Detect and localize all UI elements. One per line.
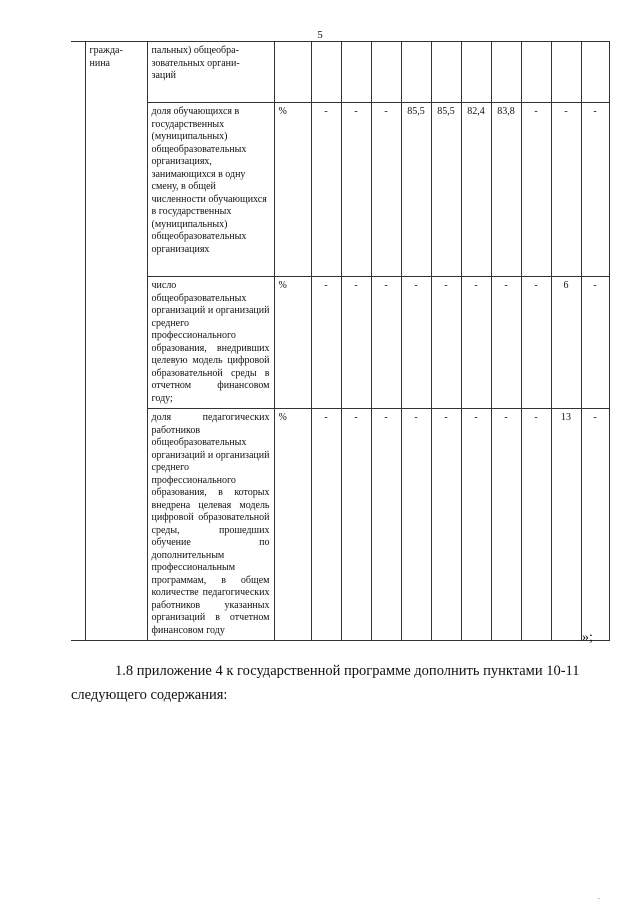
empty-cell bbox=[71, 42, 85, 641]
value-cell: - bbox=[311, 103, 341, 277]
value-cell bbox=[491, 42, 521, 103]
amendment-paragraph: 1.8 приложение 4 к государственной программе дополнить пунктами 10-11 bbox=[115, 663, 580, 679]
value-cell bbox=[341, 42, 371, 103]
value-cell: - bbox=[401, 409, 431, 641]
value-cell bbox=[401, 42, 431, 103]
value-cell bbox=[311, 42, 341, 103]
indicator-description: пальных) общеобра- зовательных органи- заций bbox=[147, 42, 274, 103]
value-cell: - bbox=[521, 277, 551, 409]
value-cell: 82,4 bbox=[461, 103, 491, 277]
value-cell: 6 bbox=[551, 277, 581, 409]
value-cell: - bbox=[371, 103, 401, 277]
table-row bbox=[71, 42, 609, 103]
value-cell: 13 bbox=[551, 409, 581, 641]
table-row bbox=[71, 103, 609, 277]
value-cell: - bbox=[371, 409, 401, 641]
value-cell: - bbox=[581, 277, 609, 409]
page-number: 5 bbox=[317, 29, 323, 41]
unit-cell: % bbox=[274, 277, 311, 409]
amendment-paragraph-continued: следующего содержания: bbox=[71, 687, 228, 703]
unit-cell bbox=[274, 42, 311, 103]
value-cell bbox=[461, 42, 491, 103]
indicator-description: доля педагогических работников общеобразовательных организаций и организаций среднего профессионального образования, в которых внедрена целевая модель цифровой образовательной среды, прошедших обучение по дополнительным профессиональным программам, в общем количестве педагогических работников указанных организаций в отчетном финансовом году bbox=[147, 409, 274, 641]
value-cell: - bbox=[491, 277, 521, 409]
value-cell: - bbox=[311, 277, 341, 409]
value-cell: - bbox=[461, 277, 491, 409]
value-cell: - bbox=[581, 409, 609, 641]
value-cell bbox=[581, 42, 609, 103]
value-cell: - bbox=[371, 277, 401, 409]
value-cell: 85,5 bbox=[431, 103, 461, 277]
value-cell bbox=[431, 42, 461, 103]
table-row bbox=[71, 409, 609, 641]
indicator-description: число общеобразовательных организаций и организаций среднего профессионального образования, внедривших целевую модель цифровой образовательной среды в отчетном финансовом году; bbox=[147, 277, 274, 409]
value-cell: - bbox=[521, 409, 551, 641]
citizen-cell bbox=[85, 42, 147, 641]
value-cell: - bbox=[311, 409, 341, 641]
value-cell: - bbox=[521, 103, 551, 277]
value-cell: - bbox=[431, 409, 461, 641]
closing-quote: »; bbox=[582, 630, 593, 645]
value-cell: - bbox=[431, 277, 461, 409]
table-row bbox=[71, 277, 609, 409]
value-cell: - bbox=[341, 103, 371, 277]
unit-cell: % bbox=[274, 103, 311, 277]
value-cell: 83,8 bbox=[491, 103, 521, 277]
value-cell: - bbox=[581, 103, 609, 277]
unit-cell: % bbox=[274, 409, 311, 641]
value-cell: - bbox=[401, 277, 431, 409]
value-cell bbox=[521, 42, 551, 103]
value-cell: - bbox=[461, 409, 491, 641]
indicator-description: доля обучающихся в государственных (муниципальных) общеобразовательных организациях, занимающихся в одну смену, в общей численности обучающихся в государственных (муниципальных) общеобразовательных организациях bbox=[147, 103, 274, 277]
value-cell: - bbox=[551, 103, 581, 277]
value-cell: - bbox=[491, 409, 521, 641]
citizen-label: гражда- нина bbox=[89, 45, 123, 69]
value-cell bbox=[371, 42, 401, 103]
value-cell: 85,5 bbox=[401, 103, 431, 277]
value-cell: - bbox=[341, 277, 371, 409]
value-cell: - bbox=[341, 409, 371, 641]
corner-mark: . bbox=[598, 893, 600, 901]
value-cell bbox=[551, 42, 581, 103]
indicator-table bbox=[71, 41, 610, 641]
